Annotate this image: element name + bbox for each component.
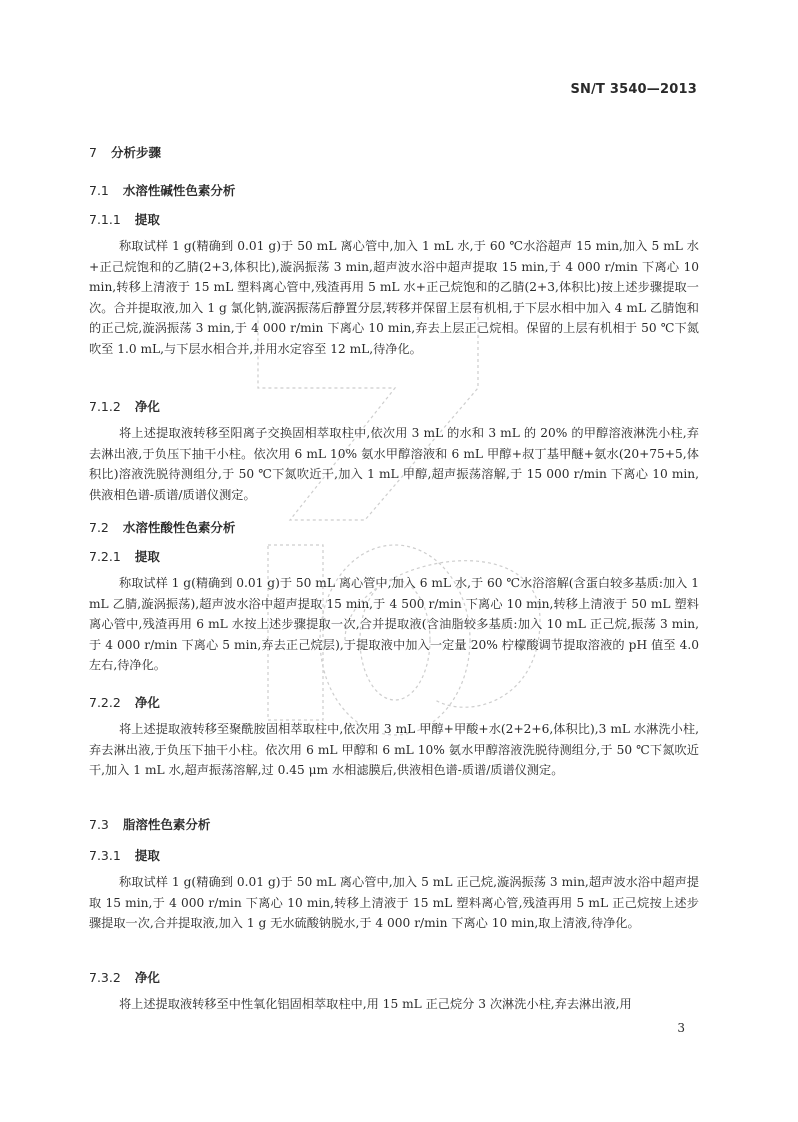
section-title: 水溶性酸性色素分析 (122, 520, 236, 535)
section-number: 7.2.1 (89, 549, 121, 564)
page-number: 3 (677, 1021, 685, 1035)
section-title: 水溶性碱性色素分析 (122, 183, 236, 198)
section-title: 提取 (134, 212, 160, 227)
section-title: 提取 (134, 848, 160, 863)
section-7-2-1-heading (89, 547, 160, 565)
section-title: 脂溶性色素分析 (122, 817, 211, 832)
section-number: 7.1.2 (89, 399, 121, 414)
section-number: 7.1.1 (89, 212, 121, 227)
section-number: 7.3.1 (89, 848, 121, 863)
section-7-2-heading (89, 518, 235, 536)
paragraph-7-1-2: 将上述提取液转移至阳离子交换固相萃取柱中,依次用 3 mL 的水和 3 mL 的 20% 的甲醇溶液淋洗小柱,弃去淋出液,于负压下抽干小柱。依次用 6 mL 10% 氨水甲醇溶液和 6 mL 甲醇+叔丁基甲醚+氨水(20+75+5,体积比)溶液洗脱待测组分,于 50 ℃下氮吹近干,加入 1 mL 甲醇,超声振荡溶解,于 15 000 r/min 下离心 10 min,供液相色谱-质谱/质谱仪测定。 (89, 426, 699, 502)
section-number: 7.3.2 (89, 970, 121, 985)
paragraph-7-2-2: 将上述提取液转移至聚酰胺固相萃取柱中,依次用 3 mL 甲醇+甲酸+水(2+2+6,体积比),3 mL 水淋洗小柱,弃去淋出液,于负压下抽干小柱。依次用 6 mL 甲醇和 6 mL 10% 氨水甲醇溶液洗脱待测组分,于 50 ℃下氮吹近干,加入 1 mL 水,超声振荡溶解,过 0.45 μm 水相滤膜后,供液相色谱-质谱/质谱仪测定。 (89, 722, 699, 777)
section-number: 7.3 (89, 817, 109, 832)
section-title: 净化 (134, 970, 160, 985)
paragraph-7-3-1: 称取试样 1 g(精确到 0.01 g)于 50 mL 离心管中,加入 5 mL 正己烷,漩涡振荡 3 min,超声波水浴中超声提取 15 min,于 4 000 r/min 下离心 10 min,转移上清液于 15 mL 塑料离心管,残渣再用 5 mL 正己烷按上述步骤提取一次,合并提取液,加入 1 g 无水硫酸钠脱水,于 4 000 r/min 下离心 10 min,取上清液,待净化。 (89, 875, 699, 930)
section-number: 7.2 (89, 520, 109, 535)
section-7-2-2-heading (89, 693, 160, 711)
paragraph-7-2-1: 称取试样 1 g(精确到 0.01 g)于 50 mL 离心管中,加入 6 mL 水,于 60 ℃水浴溶解(含蛋白较多基质:加入 1 mL 乙腈,漩涡振荡),超声波水浴中超声提取 15 min,于 4 500 r/min 下离心 10 min,转移上清液于 50 mL 塑料离心管中,残渣再用 6 mL 水按上述步骤提取一次,合并提取液(含油脂较多基质:加入 10 mL 正己烷,振荡 3 min,于 4 000 r/min 下离心 5 min,弃去正己烷层),于提取液中加入一定量 20% 柠檬酸调节提取溶液的 pH 值至 4.0 左右,待净化。 (89, 576, 699, 672)
section-7-3-2-heading (89, 968, 160, 986)
section-number: 7.1 (89, 183, 109, 198)
section-title: 提取 (134, 549, 160, 564)
section-title: 净化 (134, 399, 160, 414)
section-7-1-1-heading (89, 210, 160, 228)
section-title: 净化 (134, 695, 160, 710)
paragraph-7-3-2: 将上述提取液转移至中性氧化铝固相萃取柱中,用 15 mL 正己烷分 3 次淋洗小柱,弃去淋出液,用 (119, 997, 632, 1011)
section-number: 7.2.2 (89, 695, 121, 710)
section-7-3-heading (89, 815, 210, 833)
paragraph-7-1-1: 称取试样 1 g(精确到 0.01 g)于 50 mL 离心管中,加入 1 mL 水,于 60 ℃水浴超声 15 min,加入 5 mL 水+正己烷饱和的乙腈(2+3,体积比),漩涡振荡 3 min,超声波水浴中超声提取 15 min,于 4 000 r/min 下离心 10 min,转移上清液于 15 mL 塑料离心管中,残渣再用 5 mL 水+正己烷饱和的乙腈(2+3,体积比)按上述步骤提取一次。合并提取液,加入 1 g 氯化钠,漩涡振荡后静置分层,转移并保留上层有机相,于下层水相中加入 4 mL 乙腈饱和的正己烷,漩涡振荡 3 min,于 4 000 r/min 下离心 10 min,弃去上层正己烷相。保留的上层有机相于 50 ℃下氮吹至 1.0 mL,与下层水相合并,并用水定容至 12 mL,待净化。 (89, 239, 699, 356)
section-7-1-2-heading (89, 397, 160, 415)
section-7-3-1-heading (89, 846, 160, 864)
section-7-heading (89, 143, 161, 161)
standard-code: SN/T 3540—2013 (570, 82, 697, 97)
section-title: 分析步骤 (110, 145, 161, 160)
section-7-1-heading (89, 181, 235, 199)
section-number: 7 (89, 145, 97, 160)
